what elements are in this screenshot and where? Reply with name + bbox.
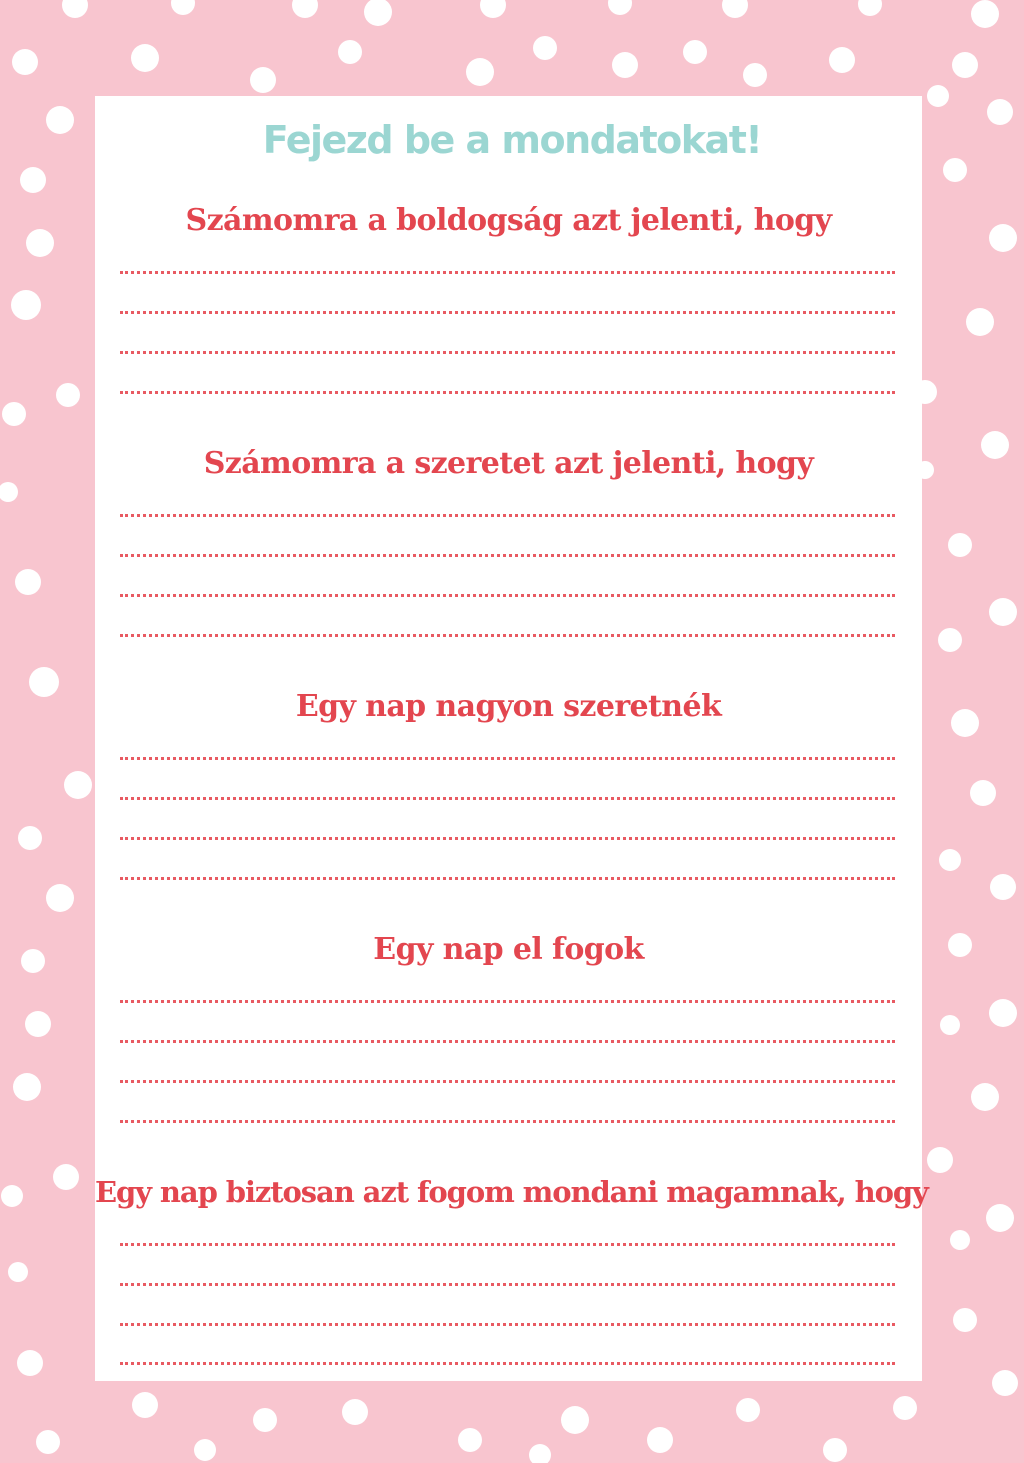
polka-dot <box>858 0 882 16</box>
polka-dot <box>466 58 494 86</box>
polka-dot <box>971 1083 999 1111</box>
answer-line[interactable] <box>120 514 895 517</box>
polka-dot <box>927 1147 953 1173</box>
polka-dot <box>53 1164 79 1190</box>
polka-dot <box>64 771 92 799</box>
answer-line[interactable] <box>120 1080 895 1083</box>
polka-dot <box>561 1406 589 1434</box>
prompt-wish: Egy nap nagyon szeretnék <box>295 689 722 724</box>
polka-dot <box>981 431 1009 459</box>
polka-dot <box>8 1262 28 1282</box>
polka-dot <box>938 628 962 652</box>
polka-dot <box>62 0 88 18</box>
answer-line[interactable] <box>120 797 895 800</box>
polka-dot <box>12 49 38 75</box>
polka-dot <box>608 0 632 15</box>
polka-dot <box>56 383 80 407</box>
polka-dot <box>948 933 972 957</box>
polka-dot <box>26 229 54 257</box>
polka-dot <box>829 47 855 73</box>
polka-dot <box>171 0 195 15</box>
polka-dot <box>966 308 994 336</box>
polka-dot <box>612 52 638 78</box>
polka-dot <box>989 598 1017 626</box>
answer-line[interactable] <box>120 634 895 637</box>
answer-line[interactable] <box>120 351 895 354</box>
polka-dot <box>292 0 318 18</box>
polka-dot <box>986 1204 1014 1232</box>
answer-line[interactable] <box>120 554 895 557</box>
polka-dot <box>948 533 972 557</box>
answer-line[interactable] <box>120 757 895 760</box>
polka-dot <box>458 1428 482 1452</box>
polka-dot <box>0 482 18 502</box>
polka-dot <box>823 1438 847 1462</box>
polka-dot <box>25 1011 51 1037</box>
polka-dot <box>533 36 557 60</box>
answer-line[interactable] <box>120 1040 895 1043</box>
polka-dot <box>647 1427 673 1453</box>
polka-dot <box>927 85 949 107</box>
polka-dot <box>970 780 996 806</box>
prompt-love: Számomra a szeretet azt jelenti, hogy <box>203 446 814 481</box>
answer-line[interactable] <box>120 1000 895 1003</box>
polka-dot <box>250 67 276 93</box>
polka-dot <box>2 402 26 426</box>
answer-line[interactable] <box>120 877 895 880</box>
polka-dot <box>11 290 41 320</box>
answer-line[interactable] <box>120 1283 895 1286</box>
polka-dot <box>338 40 362 64</box>
polka-dot <box>529 1444 551 1463</box>
answer-line[interactable] <box>120 1323 895 1326</box>
polka-dot <box>743 63 767 87</box>
answer-line[interactable] <box>120 311 895 314</box>
polka-dot <box>18 826 42 850</box>
answer-line[interactable] <box>120 391 895 394</box>
polka-dot <box>13 1073 41 1101</box>
polka-dot <box>21 949 45 973</box>
prompt-future: Egy nap el fogok <box>373 932 644 967</box>
answer-line[interactable] <box>120 837 895 840</box>
polka-dot <box>364 0 392 26</box>
polka-dot <box>131 44 159 72</box>
polka-dot <box>1 1185 23 1207</box>
polka-dot <box>20 167 46 193</box>
answer-line[interactable] <box>120 1120 895 1123</box>
answer-line[interactable] <box>120 1362 895 1365</box>
polka-dot <box>29 667 59 697</box>
prompt-happiness: Számomra a boldogság azt jelenti, hogy <box>185 203 832 238</box>
polka-dot <box>990 874 1016 900</box>
polka-dot <box>950 1230 970 1250</box>
answer-line[interactable] <box>120 271 895 274</box>
polka-dot <box>17 1350 43 1376</box>
polka-dot <box>989 999 1017 1027</box>
polka-dot <box>971 0 999 28</box>
polka-dot <box>940 1015 960 1035</box>
polka-dot <box>46 884 74 912</box>
polka-dot <box>683 40 707 64</box>
polka-dot <box>15 569 41 595</box>
answer-line[interactable] <box>120 594 895 597</box>
polka-dot <box>952 52 978 78</box>
prompt-self-message: Egy nap biztosan azt fogom mondani magamnak, hogy <box>95 1175 928 1209</box>
polka-dot <box>951 709 979 737</box>
polka-dot <box>342 1399 368 1425</box>
polka-dot <box>992 1370 1018 1396</box>
page-title: Fejezd be a mondatokat! <box>262 118 762 162</box>
polka-dot <box>722 0 748 18</box>
polka-dot <box>132 1392 158 1418</box>
polka-dot <box>989 224 1017 252</box>
polka-dot <box>194 1439 216 1461</box>
polka-dot <box>36 1430 60 1454</box>
polka-dot <box>736 1398 760 1422</box>
polka-dot <box>939 849 961 871</box>
polka-dot <box>893 1396 917 1420</box>
polka-dot <box>480 0 506 18</box>
polka-dot <box>253 1408 277 1432</box>
polka-dot <box>953 1308 977 1332</box>
answer-line[interactable] <box>120 1243 895 1246</box>
